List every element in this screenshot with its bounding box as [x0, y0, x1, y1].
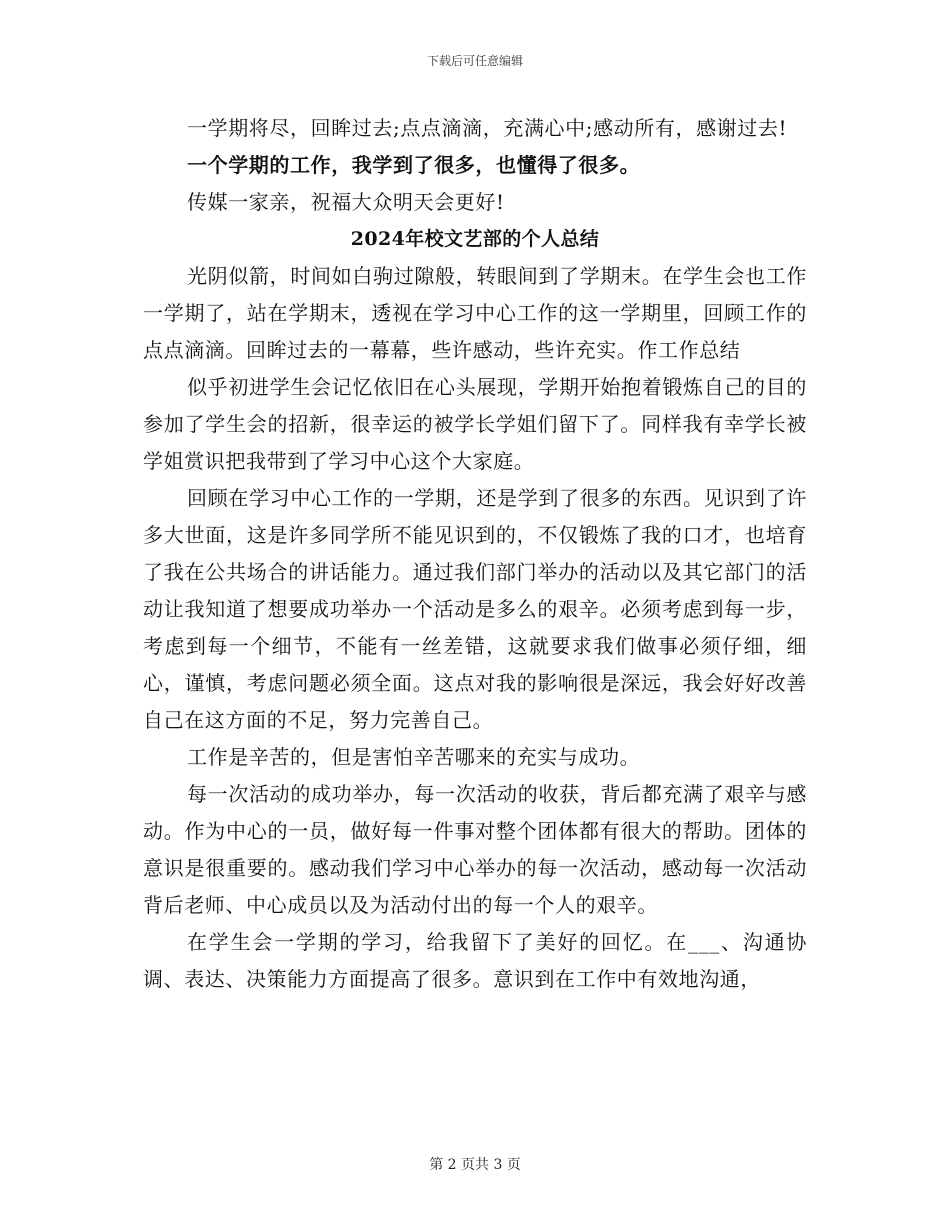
article-paragraph-2: 似乎初进学生会记忆依旧在心头展现，学期开始抱着锻炼自己的目的参加了学生会的招新，很幸运的被学长学姐们留下了。同样我有幸学长被学姐赏识把我带到了学习中心这个大家庭。 [143, 375, 807, 473]
intro-paragraph-2: 一个学期的工作，我学到了很多，也懂得了很多。 [187, 153, 641, 177]
article-paragraph-4: 工作是辛苦的，但是害怕辛苦哪来的充实与成功。 [187, 745, 641, 769]
article-paragraph-3: 回顾在学习中心工作的一学期，还是学到了很多的东西。见识到了许多大世面，这是许多同学所不能见识到的，不仅锻炼了我的口才，也培育了我在公共场合的讲话能力。通过我们部门举办的活动以及其它部门的活动让我知道了想要成功举办一个活动是多么的艰辛。必须考虑到每一步，考虑到每一个细节，不能有一丝差错，这就要求我们做事必须仔细，细心，谨慎，考虑问题必须全面。这点对我的影响很是深远，我会好好改善自己在这方面的不足，努力完善自己。 [143, 486, 807, 732]
article-paragraph-1: 光阴似箭，时间如白驹过隙般，转眼间到了学期末。在学生会也工作一学期了，站在学期末，透视在学习中心工作的这一学期里，回顾工作的点点滴滴。回眸过去的一幕幕，些许感动，些许充实。作工作总结 [143, 264, 807, 362]
page-footer: 第 2 页共 3 页 [429, 1157, 521, 1173]
article-title: 2024年校文艺部的个人总结 [350, 228, 600, 250]
intro-paragraph-1: 一学期将尽，回眸过去;点点滴滴，充满心中;感动所有，感谢过去! [187, 116, 788, 140]
article-paragraph-6: 在学生会一学期的学习，给我留下了美好的回忆。在___、沟通协调、表达、决策能力方面提高了很多。意识到在工作中有效地沟通， [143, 930, 807, 991]
document-body [143, 110, 807, 998]
article-paragraph-5: 每一次活动的成功举办，每一次活动的收获，背后都充满了艰辛与感动。作为中心的一员，做好每一件事对整个团体都有很大的帮助。团体的意识是很重要的。感动我们学习中心举办的每一次活动，感动每一次活动背后老师、中心成员以及为活动付出的每一个人的艰辛。 [143, 782, 807, 917]
intro-paragraph-3: 传媒一家亲，祝福大众明天会更好! [187, 190, 505, 214]
page-header: 下载后可任意编辑 [426, 54, 523, 68]
